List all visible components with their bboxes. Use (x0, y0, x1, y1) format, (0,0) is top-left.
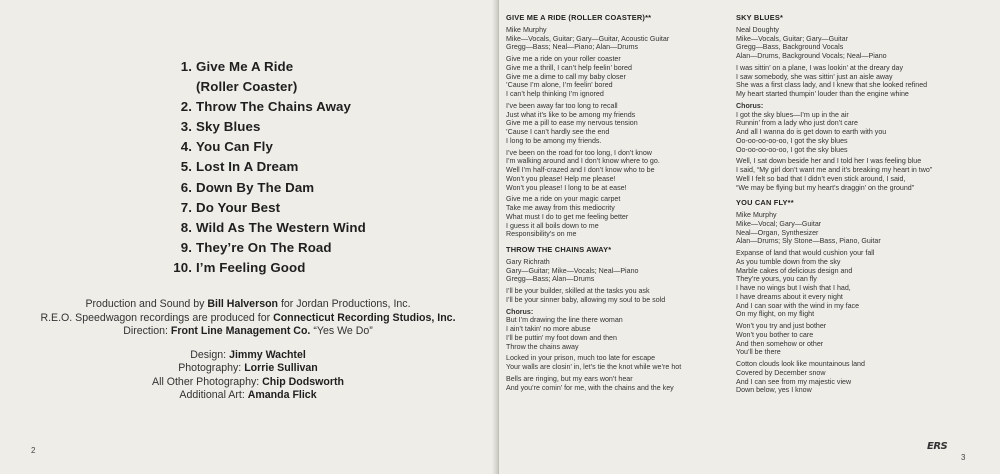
track-item (150, 137, 386, 157)
track-list (150, 57, 386, 278)
track-item (150, 157, 386, 177)
lyric-line: Throw the chains away (506, 342, 579, 351)
track-number: 8. (180, 219, 192, 235)
lyric-line: I guess it all boils down to me (506, 221, 599, 230)
lyric-line: Down below, yes I know (736, 386, 812, 395)
additional-art-credit: Additional Art: Amanda Flick (179, 389, 317, 401)
lyric-stanza (736, 249, 991, 319)
lyric-line: Give me a dime to call my baby closer (506, 72, 626, 81)
song-title: SKY BLUES* (736, 13, 784, 22)
lyric-line: Take me away from this mediocrity (506, 204, 615, 212)
right-page (499, 0, 1000, 474)
track-number: 1. (180, 59, 192, 74)
credits-block (20, 298, 476, 403)
lyric-line: Oo-oo-oo-oo-oo, I got the sky blues (736, 136, 848, 145)
lyric-line: I long to be among my friends. (506, 136, 602, 145)
credit-line: Alan—Drums; Sly Stone—Bass, Piano, Guitar (736, 237, 881, 246)
lyric-line: Give me a pill to ease my nervous tension (506, 119, 638, 128)
lyrics-column-2 (736, 14, 991, 398)
photography-credit: Photography: Lorrie Sullivan (178, 362, 318, 374)
lyric-line: And all I wanna do is get down to earth with you (736, 128, 887, 136)
credit-line: Mike—Vocals, Guitar; Gary—Guitar (736, 34, 848, 43)
lyric-line: Won’t you please! Help me please! (506, 174, 616, 183)
lyric-line: Give me a thrill, I can’t help feelin’ bored (506, 63, 632, 72)
credit-line: Gregg—Bass; Alan—Drums (506, 275, 595, 284)
lyric-line: Well I’m half-crazed and I don’t know who to be (506, 166, 655, 174)
track-title: Give Me A Ride (196, 59, 294, 74)
credit-line: Gregg—Bass, Background Vocals (736, 43, 844, 52)
song-title: YOU CAN FLY** (736, 198, 794, 208)
lyric-line: As you tumble down from the sky (736, 257, 841, 266)
track-title: They’re On The Road (196, 239, 332, 255)
track-number: 2. (180, 99, 192, 115)
track-item (150, 77, 386, 97)
credit-line: Gregg—Bass; Neal—Piano; Alan—Drums (506, 43, 639, 52)
lyric-line: But I’m drawing the line there woman (506, 316, 623, 325)
track-title: I’m Feeling Good (196, 259, 306, 275)
lyric-line: I’ve been on the road for too long, I don’t know (506, 148, 652, 157)
track-title: Do Your Best (196, 199, 281, 215)
lyric-stanza (736, 322, 991, 357)
lyric-stanza (506, 195, 731, 239)
track-title: Throw The Chains Away (196, 99, 352, 115)
track-title: (Roller Coaster) (196, 79, 298, 95)
credit-line: Mike—Vocal; Gary—Guitar (736, 219, 822, 228)
track-number (150, 77, 196, 97)
track-number: 4. (180, 139, 192, 155)
production-credit: Production and Sound by Bill Halverson for Jordan Productions, Inc. (85, 298, 411, 310)
credit-line: Neal—Organ, Synthesizer (736, 228, 819, 237)
design-credit: Design: Jimmy Wachtel (190, 348, 306, 361)
lyric-line: Expanse of land that would cushion your fall (736, 249, 875, 257)
credit-line: Mike—Vocals, Guitar; Gary—Guitar, Acoustic Guitar (506, 34, 670, 43)
lyric-line: Your walls are closin’ in, let’s tie the knot while we’re hot (506, 363, 682, 371)
lyric-line: Give me a ride on your roller coaster (506, 55, 621, 63)
track-item (150, 238, 386, 258)
lyric-line: Give me a ride on your magic carpet (506, 195, 621, 204)
lyric-line: I have no wings but I wish that I had, (736, 284, 851, 292)
recording-credit: R.E.O. Speedwagon recordings are produced for Connecticut Recording Studios, Inc. (40, 311, 456, 324)
lyric-line: I saw somebody, she was sittin’ just an aisle away (736, 72, 893, 81)
lyric-line: Responsibility’s on me (506, 230, 577, 239)
song-credits (506, 258, 731, 284)
lyric-line: And you’re comin’ for me, with the chains and the key (506, 383, 674, 392)
track-item (150, 117, 386, 137)
lyric-line: I have dreams about it every night (736, 292, 843, 301)
other-photography-credit: All Other Photography: Chip Dodsworth (152, 375, 344, 388)
lyric-line: They’re yours, you can fly (736, 275, 817, 284)
lyrics-column-1 (506, 14, 731, 395)
lyric-stanza (506, 287, 731, 305)
song-credits (736, 211, 991, 246)
track-item (150, 258, 386, 278)
lyric-line: ’Cause I’m alone, I’m feelin’ bored (506, 81, 613, 90)
lyric-line: I’ll be your builder, skilled at the tasks you ask (506, 287, 650, 295)
lyric-line: I’m walking around and I don’t know where to go. (506, 157, 660, 166)
lyric-line: And I can see from my majestic view (736, 377, 852, 386)
song-title: THROW THE CHAINS AWAY* (506, 245, 612, 254)
lyric-stanza (506, 375, 731, 393)
lyric-line: Won’t you please! I long to be at ease! (506, 183, 627, 192)
song-title: GIVE ME A RIDE (ROLLER COASTER)** (506, 13, 652, 22)
lyric-line: I ain’t takin’ no more abuse (506, 325, 591, 333)
song-credits (736, 26, 991, 61)
lyric-line: Cotton clouds look like mountainous land (736, 360, 865, 368)
lyric-line: Locked in your prison, much too late for escape (506, 354, 656, 363)
credit-line: Gary—Guitar; Mike—Vocals; Neal—Piano (506, 266, 639, 275)
lyric-line: I can’t help thinking I’m ignored (506, 90, 604, 98)
lyric-line: On my flight, on my flight (736, 310, 815, 319)
lyric-line: Marble cakes of delicious design and (736, 266, 853, 275)
lyric-line: I got the sky blues—I’m up in the air (736, 110, 849, 119)
track-number: 6. (180, 179, 192, 195)
lyric-stanza (506, 102, 731, 146)
lyric-line: “We may be flying but my heart’s draggin’ on the ground” (736, 183, 915, 192)
lyric-line: And I can soar with the wind in my face (736, 301, 860, 310)
lyric-line: Well I felt so bad that I didn’t even stick around, I said, (736, 174, 906, 183)
lyric-stanza (736, 64, 991, 99)
ers-logo: ERS (927, 441, 948, 452)
direction-credit: Direction: Front Line Management Co. “Yes We Do” (123, 325, 373, 337)
track-title: Wild As The Western Wind (196, 219, 366, 235)
lyric-line: I said, “My girl don’t want me and it’s breaking my heart in two” (736, 166, 933, 174)
track-title: You Can Fly (196, 139, 273, 155)
lyric-line: She was a first class lady, and I knew that she looked refined (736, 81, 928, 90)
credit-line: Mike Murphy (736, 211, 777, 219)
track-number: 10. (173, 259, 192, 275)
lyric-line: What must I do to get me feeling better (506, 212, 629, 221)
track-item (150, 57, 386, 77)
page-number-right: 3 (961, 453, 966, 462)
song-credits (506, 26, 731, 52)
track-number: 3. (180, 119, 192, 135)
lyric-stanza (506, 149, 731, 193)
track-title: Lost In A Dream (196, 159, 299, 175)
lyric-line: And then somehow or other (736, 339, 824, 348)
lyric-line: Won’t you bother to care (736, 330, 814, 339)
lyric-line: Bells are ringing, but my ears won’t hear (506, 374, 633, 383)
track-item (150, 97, 386, 117)
credit-line: Alan—Drums, Background Vocals; Neal—Piano (736, 52, 887, 60)
track-item (150, 178, 386, 198)
track-item (150, 218, 386, 238)
track-title: Sky Blues (196, 119, 261, 135)
track-title: Down By The Dam (196, 179, 315, 195)
lyric-line: ’Cause I can’t hardly see the end (506, 128, 610, 136)
chorus-label: Chorus: (736, 101, 764, 110)
lyric-stanza (736, 102, 991, 155)
lyric-line: I’ll be your sinner baby, allowing my soul to be sold (506, 295, 666, 304)
lyric-line: Oo-oo-oo-oo-oo, I got the sky blues (736, 145, 848, 154)
lyric-line: I’ll be puttin’ my foot down and then (506, 333, 617, 342)
track-number: 9. (180, 239, 192, 255)
lyric-line: Just what it’s like to be among my friends (506, 110, 636, 119)
lyric-stanza (506, 354, 731, 372)
lyric-line: Runnin’ from a lady who just don’t care (736, 119, 858, 128)
lyric-line: Won’t you try and just bother (736, 322, 827, 330)
chorus-label: Chorus: (506, 307, 534, 316)
track-item (150, 198, 386, 218)
left-page (0, 0, 496, 474)
lyric-line: You’ll be there (736, 348, 781, 357)
lyric-stanza (506, 55, 731, 99)
lyric-stanza (736, 157, 991, 192)
lyric-line: My heart started thumpin’ louder than the engine whine (736, 90, 909, 98)
lyric-line: I’ve been away far too long to recall (506, 101, 618, 110)
track-number: 7. (180, 199, 192, 215)
lyric-line: I was sittin’ on a plane, I was lookin’ at the dreary day (736, 63, 904, 72)
credit-line: Gary Richrath (506, 257, 550, 266)
page-number-left: 2 (31, 446, 36, 455)
lyric-stanza (736, 360, 991, 395)
lyric-stanza (506, 308, 731, 352)
track-number: 5. (180, 159, 192, 175)
lyric-line: Covered by December snow (736, 368, 826, 377)
lyric-line: Well, I sat down beside her and I told her I was feeling blue (736, 157, 922, 166)
credit-line: Mike Murphy (506, 25, 547, 34)
credit-line: Neal Doughty (736, 25, 779, 34)
